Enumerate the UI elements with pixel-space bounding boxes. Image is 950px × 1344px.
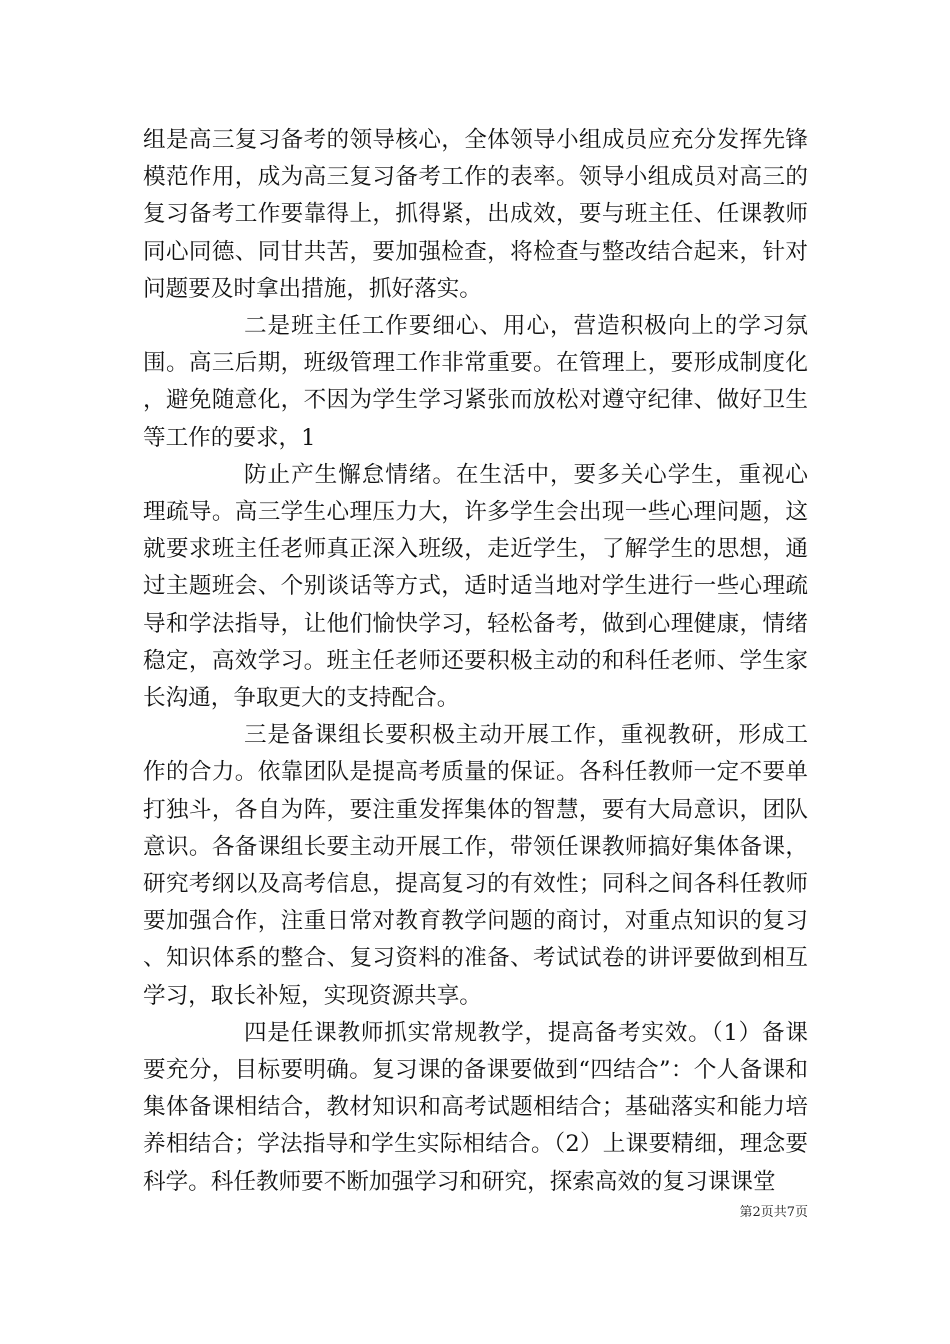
paragraph-3: 防止产生懈怠情绪。在生活中，要多关心学生，重视心理疏导。高三学生心理压力大，许多学生会出现一些心理问题，这就要求班主任老师真正深入班级，走近学生，了解学生的思想，通过主题班会、个别谈话等方式，适时适当地对学生进行一些心理疏导和学法指导，让他们愉快学习，轻松备考，做到心理健康，情绪稳定，高效学习。班主任老师还要积极主动的和科任老师、学生家长沟通，争取更大的支持配合。 [143,461,808,712]
paragraph-1: 组是高三复习备考的领导核心，全体领导小组成员应充分发挥先锋模范作用，成为高三复习备考工作的表率。领导小组成员对高三的复习备考工作要靠得上，抓得紧，出成效，要与班主任、任课教师同心同德、同甘共苦，要加强检查，将检查与整改结合起来，针对问题要及时拿出措施，抓好落实。 [143,127,808,302]
paragraph-2: 二是班主任工作要细心、用心，营造积极向上的学习氛围。高三后期，班级管理工作非常重要。在管理上，要形成制度化，避免随意化，不因为学生学习紧张而放松对遵守纪律、做好卫生等工作的要求，1 [143,313,808,451]
paragraph-4: 三是备课组长要积极主动开展工作，重视教研，形成工作的合力。依靠团队是提高考质量的保证。各科任教师一定不要单打独斗，各自为阵，要注重发挥集体的智慧，要有大局意识，团队意识。各备课组长要主动开展工作，带领任课教师搞好集体备课，研究考纲以及高考信息，提高复习的有效性；同科之间各科任教师要加强合作，注重日常对教育教学问题的商讨，对重点知识的复习、知识体系的整合、复习资料的准备、考试试卷的讲评要做到相互学习，取长补短，实现资源共享。 [143,722,808,1009]
page-number-label: 第2页共7页 [739,1205,808,1220]
page-footer [739,1204,808,1222]
paragraph-5: 四是任课教师抓实常规教学，提高备考实效。（1）备课要充分，目标要明确。复习课的备课要做到“四结合”：个人备课和集体备课相结合，教材知识和高考试题相结合；基础落实和能力培养相结合；学法指导和学生实际相结合。（2）上课要精细，理念要科学。科任教师要不断加强学习和研究，探索高效的复习课课堂 [143,1019,808,1195]
document-body [143,122,808,1201]
